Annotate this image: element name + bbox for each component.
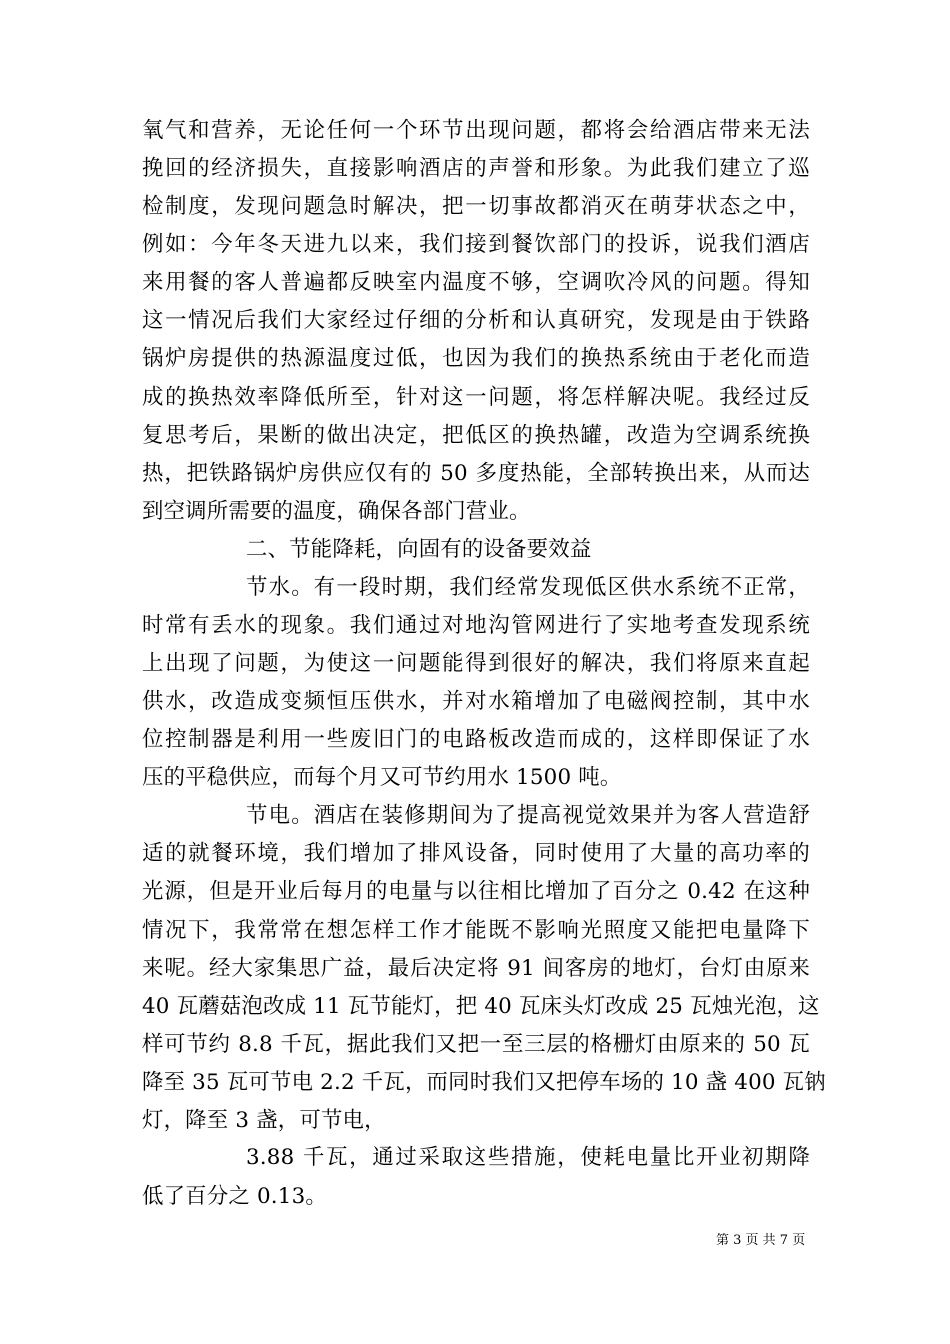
body-text-line: 挽回的经济损失，直接影响酒店的声誉和形象。为此我们建立了巡 bbox=[142, 156, 810, 181]
body-text-line: 来呢。经大家集思广益，最后决定将 91 间客房的地灯，台灯由原来 bbox=[142, 956, 810, 981]
body-text-line: 上出现了问题，为使这一问题能得到很好的解决，我们将原来直起 bbox=[142, 651, 810, 676]
body-text-line: 灯，降至 3 盏，可节电， bbox=[142, 1108, 386, 1133]
page-number: 第 3 页 共 7 页 bbox=[716, 1233, 806, 1248]
body-text-line: 来用餐的客人普遍都反映室内温度不够，空调吹冷风的问题。得知 bbox=[142, 270, 810, 295]
paragraph-first-line: 3.88 千瓦，通过采取这些措施，使耗电量比开业初期降 bbox=[246, 1145, 810, 1170]
body-text-line: 时常有丢水的现象。我们通过对地沟管网进行了实地考查发现系统 bbox=[142, 613, 810, 638]
body-text-line: 例如：今年冬天进九以来，我们接到餐饮部门的投诉，说我们酒店 bbox=[142, 232, 810, 257]
body-text-line: 供水，改造成变频恒压供水，并对水箱增加了电磁阀控制，其中水 bbox=[142, 689, 810, 714]
body-text-line: 降至 35 瓦可节电 2.2 千瓦，而同时我们又把停车场的 10 盏 400 瓦钠 bbox=[142, 1070, 826, 1095]
body-text-line: 这一情况后我们大家经过仔细的分析和认真研究，发现是由于铁路 bbox=[142, 308, 810, 333]
body-text-line: 热，把铁路锅炉房供应仅有的 50 多度热能，全部转换出来，从而达 bbox=[142, 461, 810, 486]
paragraph-first-line: 节电。酒店在装修期间为了提高视觉效果并为客人营造舒 bbox=[246, 803, 810, 828]
body-text-line: 检制度，发现问题急时解决，把一切事故都消灭在萌芽状态之中， bbox=[142, 194, 810, 219]
body-text-line: 光源，但是开业后每月的电量与以往相比增加了百分之 0.42 在这种 bbox=[142, 879, 810, 904]
body-text-line: 成的换热效率降低所至，针对这一问题，将怎样解决呢。我经过反 bbox=[142, 385, 810, 410]
body-text-line: 到空调所需要的温度，确保各部门营业。 bbox=[142, 499, 531, 524]
body-text-line: 复思考后，果断的做出决定，把低区的换热罐，改造为空调系统换 bbox=[142, 423, 810, 448]
body-text-line: 适的就餐环境，我们增加了排风设备，同时使用了大量的高功率的 bbox=[142, 841, 810, 866]
section-heading: 二、节能降耗，向固有的设备要效益 bbox=[246, 537, 592, 562]
paragraph-first-line: 节水。有一段时期，我们经常发现低区供水系统不正常， bbox=[246, 575, 810, 600]
body-text-line: 锅炉房提供的热源温度过低，也因为我们的换热系统由于老化而造 bbox=[142, 346, 810, 371]
body-text-line: 40 瓦蘑菇泡改成 11 瓦节能灯，把 40 瓦床头灯改成 25 瓦烛光泡，这 bbox=[142, 994, 820, 1019]
body-text-line: 压的平稳供应，而每个月又可节约用水 1500 吨。 bbox=[142, 765, 622, 790]
body-text-line: 低了百分之 0.13。 bbox=[142, 1184, 327, 1209]
body-text-line: 位控制器是利用一些废旧门的电路板改造而成的，这样即保证了水 bbox=[142, 727, 810, 752]
body-text-line: 情况下，我常常在想怎样工作才能既不影响光照度又能把电量降下 bbox=[142, 918, 810, 943]
body-text-line: 氧气和营养，无论任何一个环节出现问题，都将会给酒店带来无法 bbox=[142, 118, 810, 143]
body-text-line: 样可节约 8.8 千瓦，据此我们又把一至三层的格栅灯由原来的 50 瓦 bbox=[142, 1032, 810, 1057]
